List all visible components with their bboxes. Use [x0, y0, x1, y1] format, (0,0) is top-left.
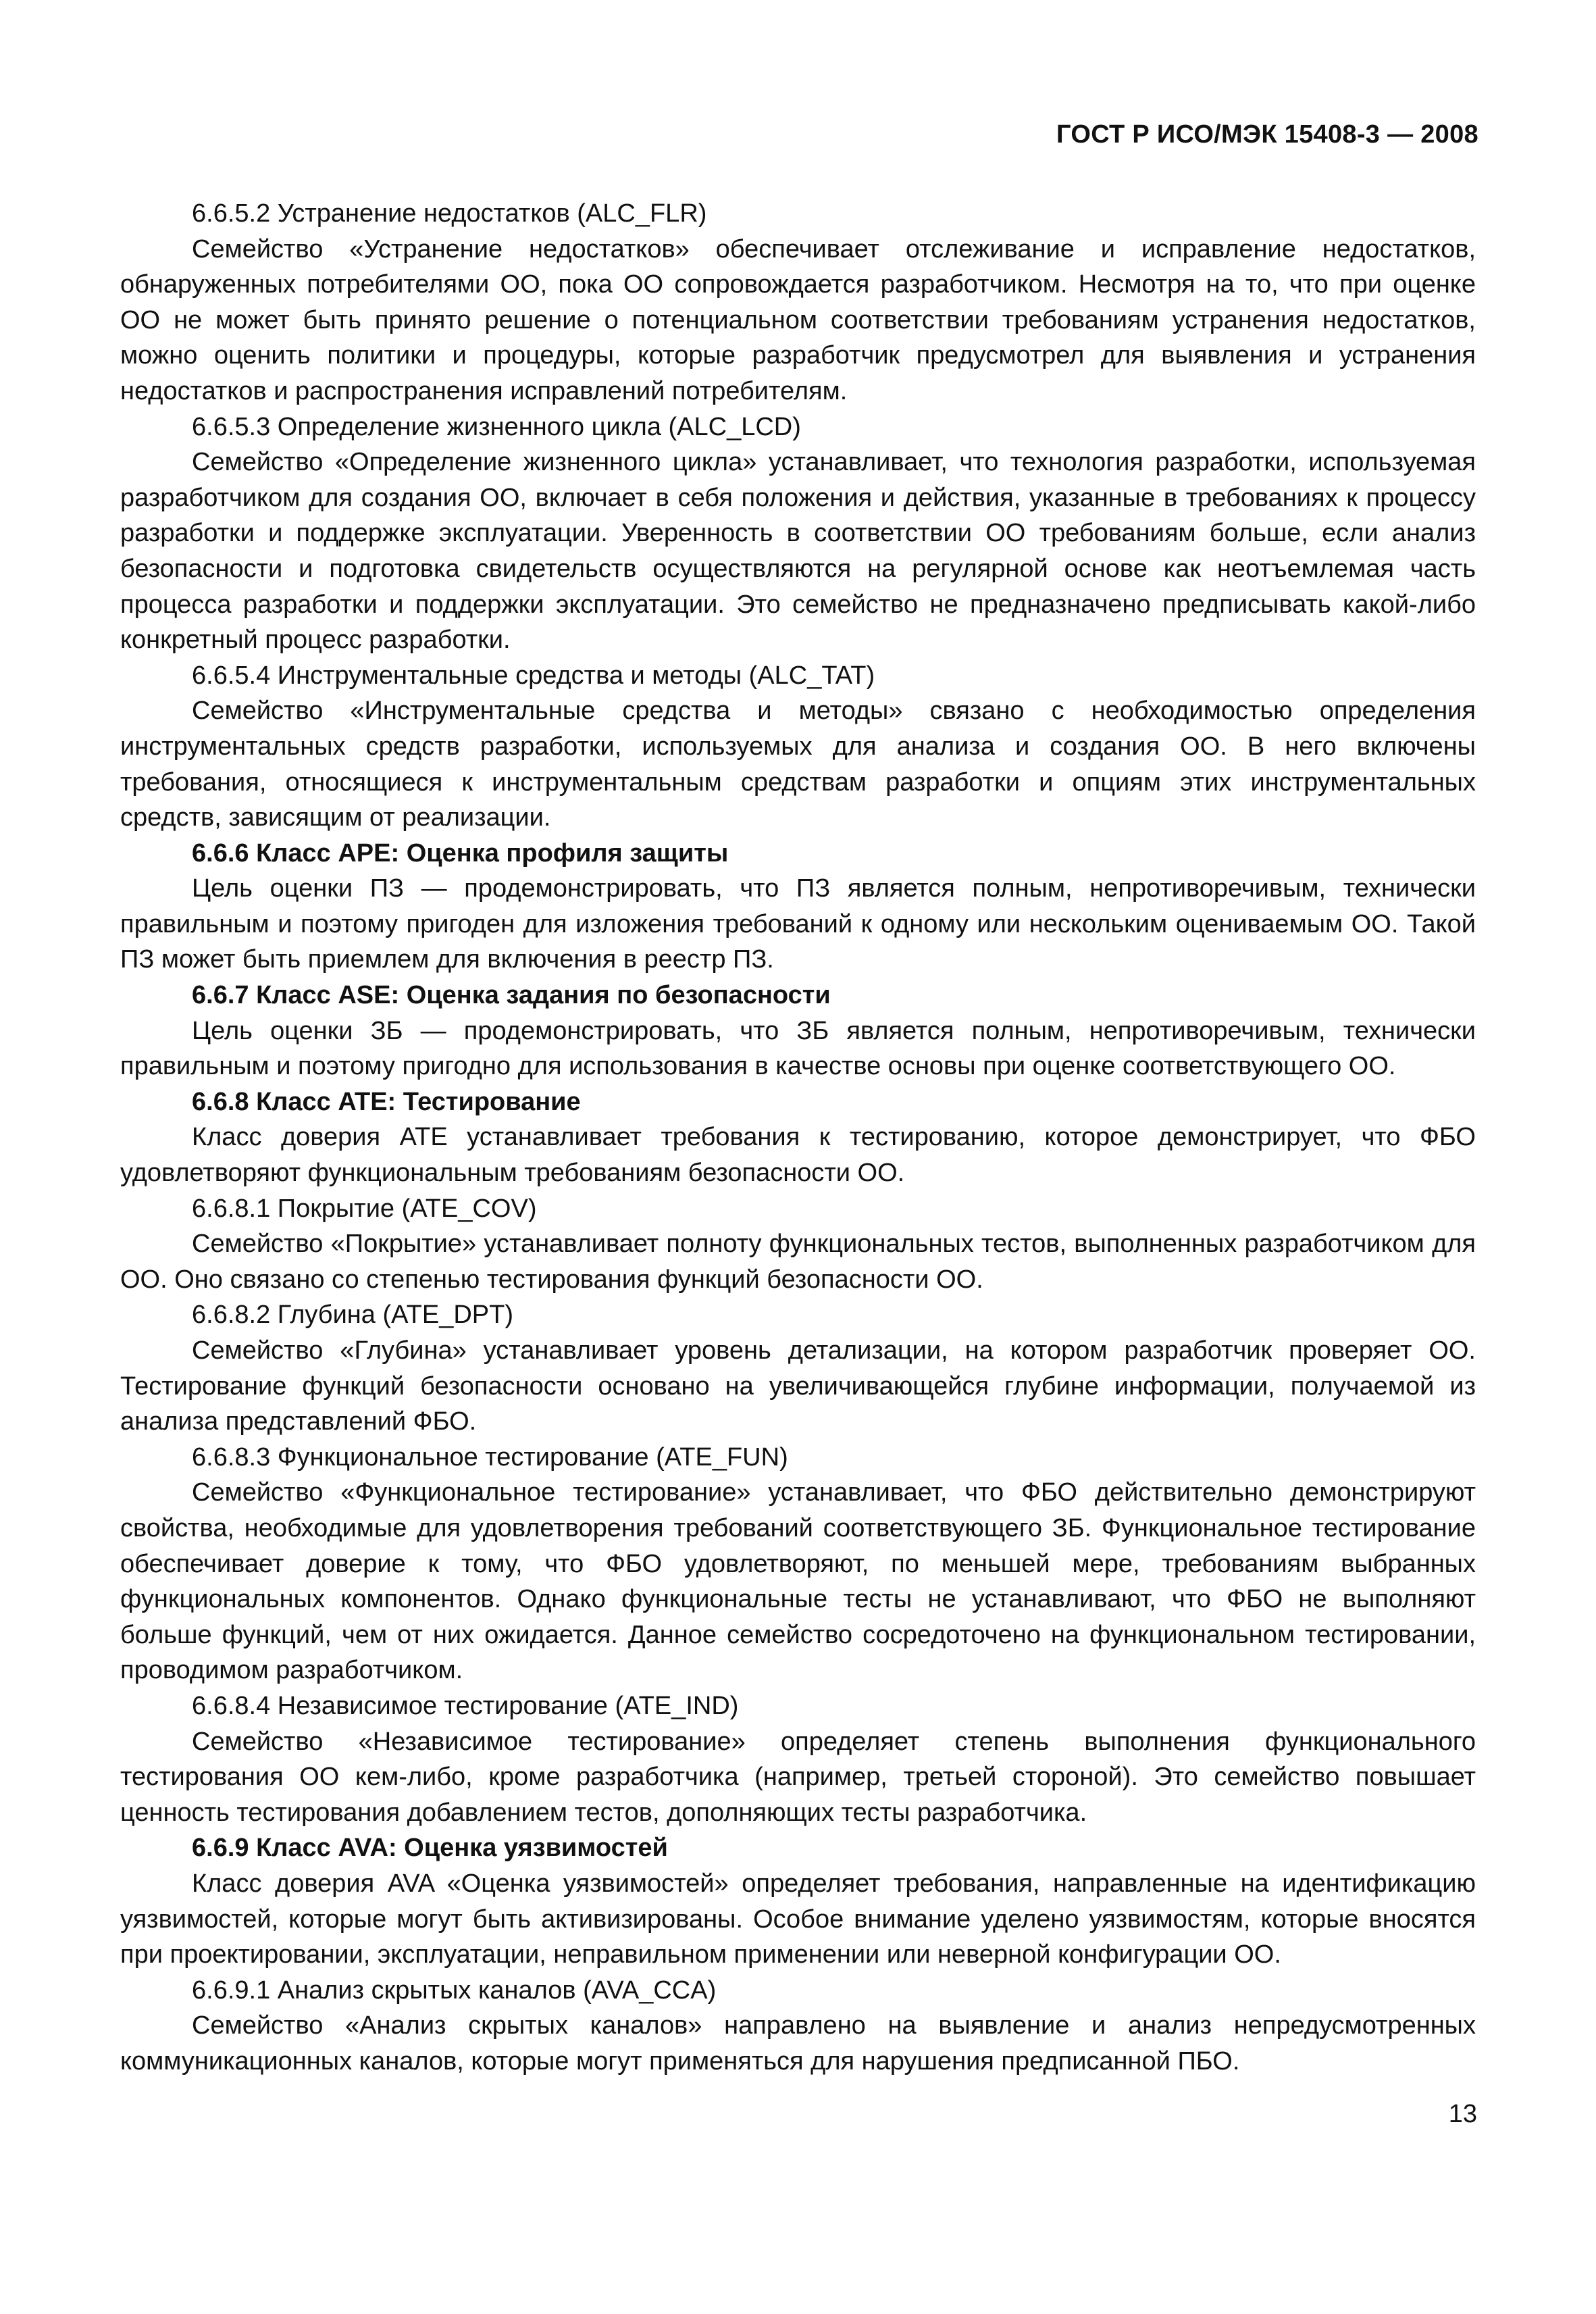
body-paragraph: Семейство «Устранение недостатков» обеспечивает отслеживание и исправление недостатков, обнаруженных потребителями ОО, пока ОО сопровождается разработчиком. Несмотря на то, что при оценке ОО не может быть принято решение о потенциальном соответствии требованиям устранения недостатков, можно оценить политики и процедуры, которые разработчик предусмотрел для выявления и устранения недостатков и распространения исправлений потребителям.: [120, 234, 1476, 405]
body-paragraph: Семейство «Инструментальные средства и методы» связано с необходимостью определения инструментальных средств разработки, используемых для анализа и создания ОО. В него включены требования, относящиеся к инструментальным средствам разработки и опциям этих инструментальных средств, зависящим от реализации.: [120, 697, 1476, 832]
subsection-heading: 6.6.8.1 Покрытие (ATE_COV): [192, 1194, 537, 1223]
body-paragraph: Цель оценки ЗБ — продемонстрировать, что ЗБ является полным, непротиворечивым, технически правильным и поэтому пригодно для использования в качестве основы при оценке соответствующего ОО.: [120, 1016, 1476, 1081]
subsection-heading: 6.6.8.2 Глубина (ATE_DPT): [192, 1301, 514, 1330]
body-paragraph: Класс доверия ATE устанавливает требования к тестированию, которое демонстрирует, что ФБО удовлетворяют функциональным требованиям безопасности ОО.: [120, 1123, 1476, 1188]
subsection-heading: 6.6.5.4 Инструментальные средства и методы (ALC_TAT): [192, 661, 875, 690]
body-paragraph: Семейство «Анализ скрытых каналов» направлено на выявление и анализ непредусмотренных коммуникационных каналов, которые могут применяться для нарушения предписанной ПБО.: [120, 2011, 1476, 2076]
body-paragraph: Цель оценки ПЗ — продемонстрировать, что ПЗ является полным, непротиворечивым, технически правильным и поэтому пригоден для изложения требований к одному или нескольким оцениваемым ОО. Такой ПЗ может быть приемлем для включения в реестр ПЗ.: [120, 874, 1476, 974]
document-body: [120, 196, 1476, 2079]
section-heading: 6.6.8 Класс ATE: Тестирование: [192, 1087, 581, 1116]
section-heading: 6.6.7 Класс ASE: Оценка задания по безопасности: [192, 981, 831, 1010]
subsection-heading: 6.6.5.2 Устранение недостатков (ALC_FLR): [192, 199, 707, 228]
body-paragraph: Класс доверия AVA «Оценка уязвимостей» определяет требования, направленные на идентификацию уязвимостей, которые могут быть активизированы. Особое внимание уделено уязвимостям, которые вносятся при проектировании, эксплуатации, неправильном применении или неверной конфигурации ОО.: [120, 1869, 1476, 1969]
body-paragraph: Семейство «Независимое тестирование» определяет степень выполнения функционального тестирования ОО кем-либо, кроме разработчика (например, третьей стороной). Это семейство повышает ценность тестирования добавлением тестов, дополняющих тесты разработчика.: [120, 1727, 1476, 1827]
body-paragraph: Семейство «Глубина» устанавливает уровень детализации, на котором разработчик проверяет ОО. Тестирование функций безопасности основано на увеличивающейся глубине информации, получаемой из анализа представлений ФБО.: [120, 1336, 1476, 1436]
subsection-heading: 6.6.5.3 Определение жизненного цикла (ALC_LCD): [192, 412, 801, 441]
body-paragraph: Семейство «Определение жизненного цикла» устанавливает, что технология разработки, используемая разработчиком для создания ОО, включает в себя положения и действия, указанные в требованиях к процессу разработки и поддержке эксплуатации. Уверенность в соответствии ОО требованиям больше, если анализ безопасности и подготовка свидетельств осуществляются на регулярной основе как неотъемлемая часть процесса разработки и поддержки эксплуатации. Это семейство не предназначено предписывать какой-либо конкретный процесс разработки.: [120, 448, 1476, 655]
standard-header: ГОСТ Р ИСО/МЭК 15408-3 — 2008: [1056, 120, 1478, 149]
section-heading: 6.6.9 Класс AVA: Оценка уязвимостей: [192, 1834, 668, 1863]
body-paragraph: Семейство «Покрытие» устанавливает полноту функциональных тестов, выполненных разработчиком для ОО. Оно связано со степенью тестирования функций безопасности ОО.: [120, 1230, 1476, 1294]
page-number: 13: [1448, 2100, 1477, 2128]
subsection-heading: 6.6.8.4 Независимое тестирование (ATE_IND): [192, 1691, 739, 1720]
subsection-heading: 6.6.8.3 Функциональное тестирование (ATE_FUN): [192, 1442, 788, 1472]
body-paragraph: Семейство «Функциональное тестирование» устанавливает, что ФБО действительно демонстрируют свойства, необходимые для удовлетворения требований соответствующего ЗБ. Функциональное тестирование обеспечивает доверие к тому, что ФБО удовлетворяют, по меньшей мере, требованиям выбранных функциональных компонентов. Однако функциональные тесты не устанавливают, что ФБО не выполняют больше функций, чем от них ожидается. Данное семейство сосредоточено на функциональном тестировании, проводимом разработчиком.: [120, 1478, 1476, 1685]
subsection-heading: 6.6.9.1 Анализ скрытых каналов (AVA_CCA): [192, 1976, 717, 2005]
section-heading: 6.6.6 Класс APE: Оценка профиля защиты: [192, 838, 729, 867]
